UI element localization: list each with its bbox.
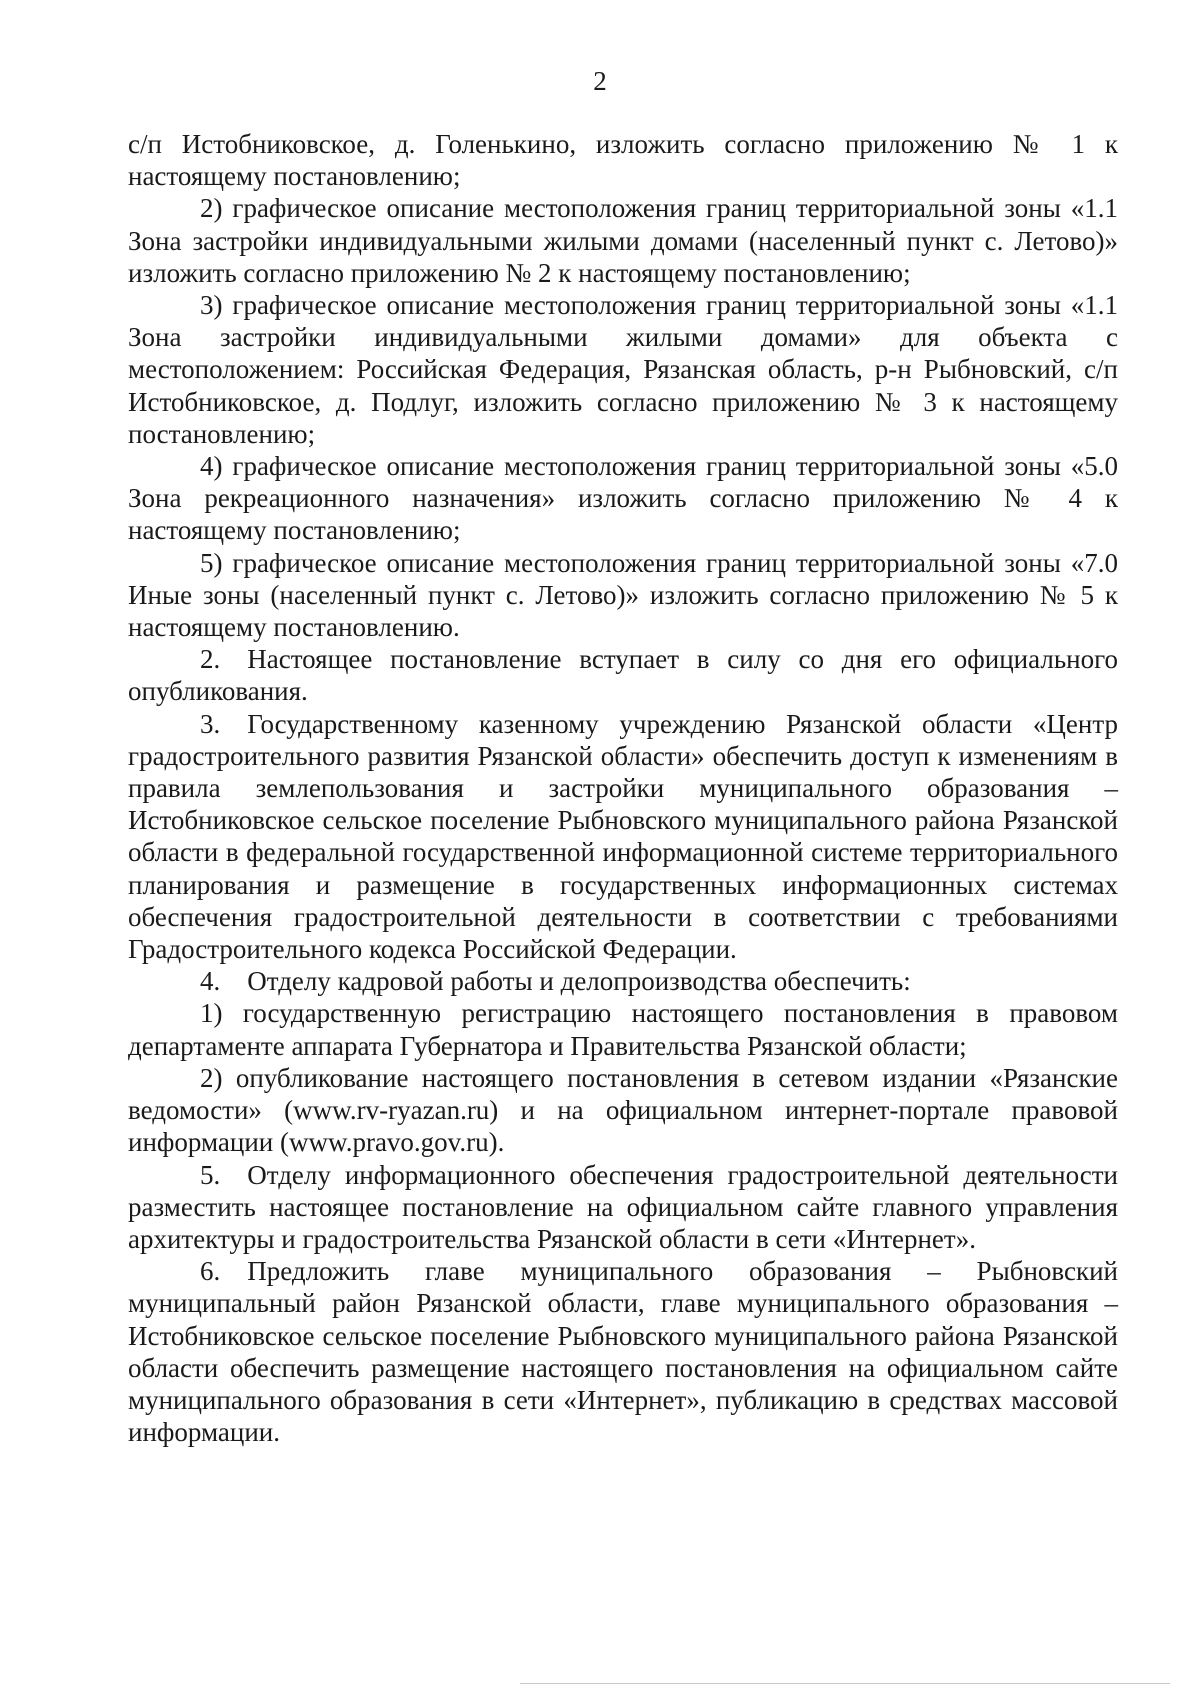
paragraph-item-2: 2. Настоящее постановление вступает в силу со дня его официального опубликования. [128, 644, 1118, 707]
paragraph-item-4-subitem-1: 1) государственную регистрацию настоящего постановления в правовом департаменте аппарата Губернатора и Правительства Рязанской области; [128, 998, 1118, 1061]
paragraph-subitem-3: 3) графическое описание местоположения границ территориальной зоны «1.1 Зона застройки индивидуальными жилыми домами» для объекта с местоположением: Российская Федерация, Рязанская область, р-н Рыбновский, с/п Истобниковское, д. Подлуг, изложить согласно приложению № 3 к настоящему постановлению; [128, 290, 1118, 449]
paragraph-item-4: 4. Отделу кадровой работы и делопроизводства обеспечить: [200, 966, 911, 997]
paragraph-item-4-subitem-2: 2) опубликование настоящего постановления в сетевом издании «Рязанские ведомости» (www.rv-ryazan.ru) и на официальном интернет-портале правовой информации (www.pravo.gov.ru). [128, 1062, 1118, 1158]
paragraph-item-3: 3. Государственному казенному учреждению Рязанской области «Центр градостроительного развития Рязанской области» обеспечить доступ к изменениям в правила землепользования и застройки муниципального образования – Истобниковское сельское поселение Рыбновского муниципального района Рязанской области в федеральной государственной информационной системе территориального планирования и размещение в государственных информационных системах обеспечения градостроительной деятельности в соответствии с требованиями Градостроительного кодекса Российской Федерации. [128, 708, 1118, 965]
page-number: 2 [593, 66, 607, 96]
document-body [128, 128, 1118, 1448]
paragraph-continuation: с/п Истобниковское, д. Голенькино, изложить согласно приложению № 1 к настоящему постановлению; [128, 129, 1118, 192]
paragraph-item-5: 5. Отделу информационного обеспечения градостроительной деятельности разместить настоящее постановление на официальном сайте главного управления архитектуры и градостроительства Рязанской области в сети «Интернет». [128, 1159, 1118, 1254]
paragraph-subitem-2: 2) графическое описание местоположения границ территориальной зоны «1.1 Зона застройки индивидуальными жилыми домами (населенный пункт с. Летово)» изложить согласно приложению № 2 к настоящему постановлению; [128, 193, 1118, 288]
paragraph-subitem-4: 4) графическое описание местоположения границ территориальной зоны «5.0 Зона рекреационного назначения» изложить согласно приложению № 4 к настоящему постановлению; [128, 451, 1118, 546]
scan-edge-line [520, 1683, 1170, 1684]
paragraph-item-6: 6. Предложить главе муниципального образования – Рыбновский муниципальный район Рязанской области, главе муниципального образования – Истобниковское сельское поселение Рыбновского муниципального района Рязанской области обеспечить размещение настоящего постановления на официальном сайте муниципального образования в сети «Интернет», публикацию в средствах массовой информации. [128, 1256, 1118, 1448]
paragraph-subitem-5: 5) графическое описание местоположения границ территориальной зоны «7.0 Иные зоны (населенный пункт с. Летово)» изложить согласно приложению № 5 к настоящему постановлению. [128, 547, 1118, 643]
